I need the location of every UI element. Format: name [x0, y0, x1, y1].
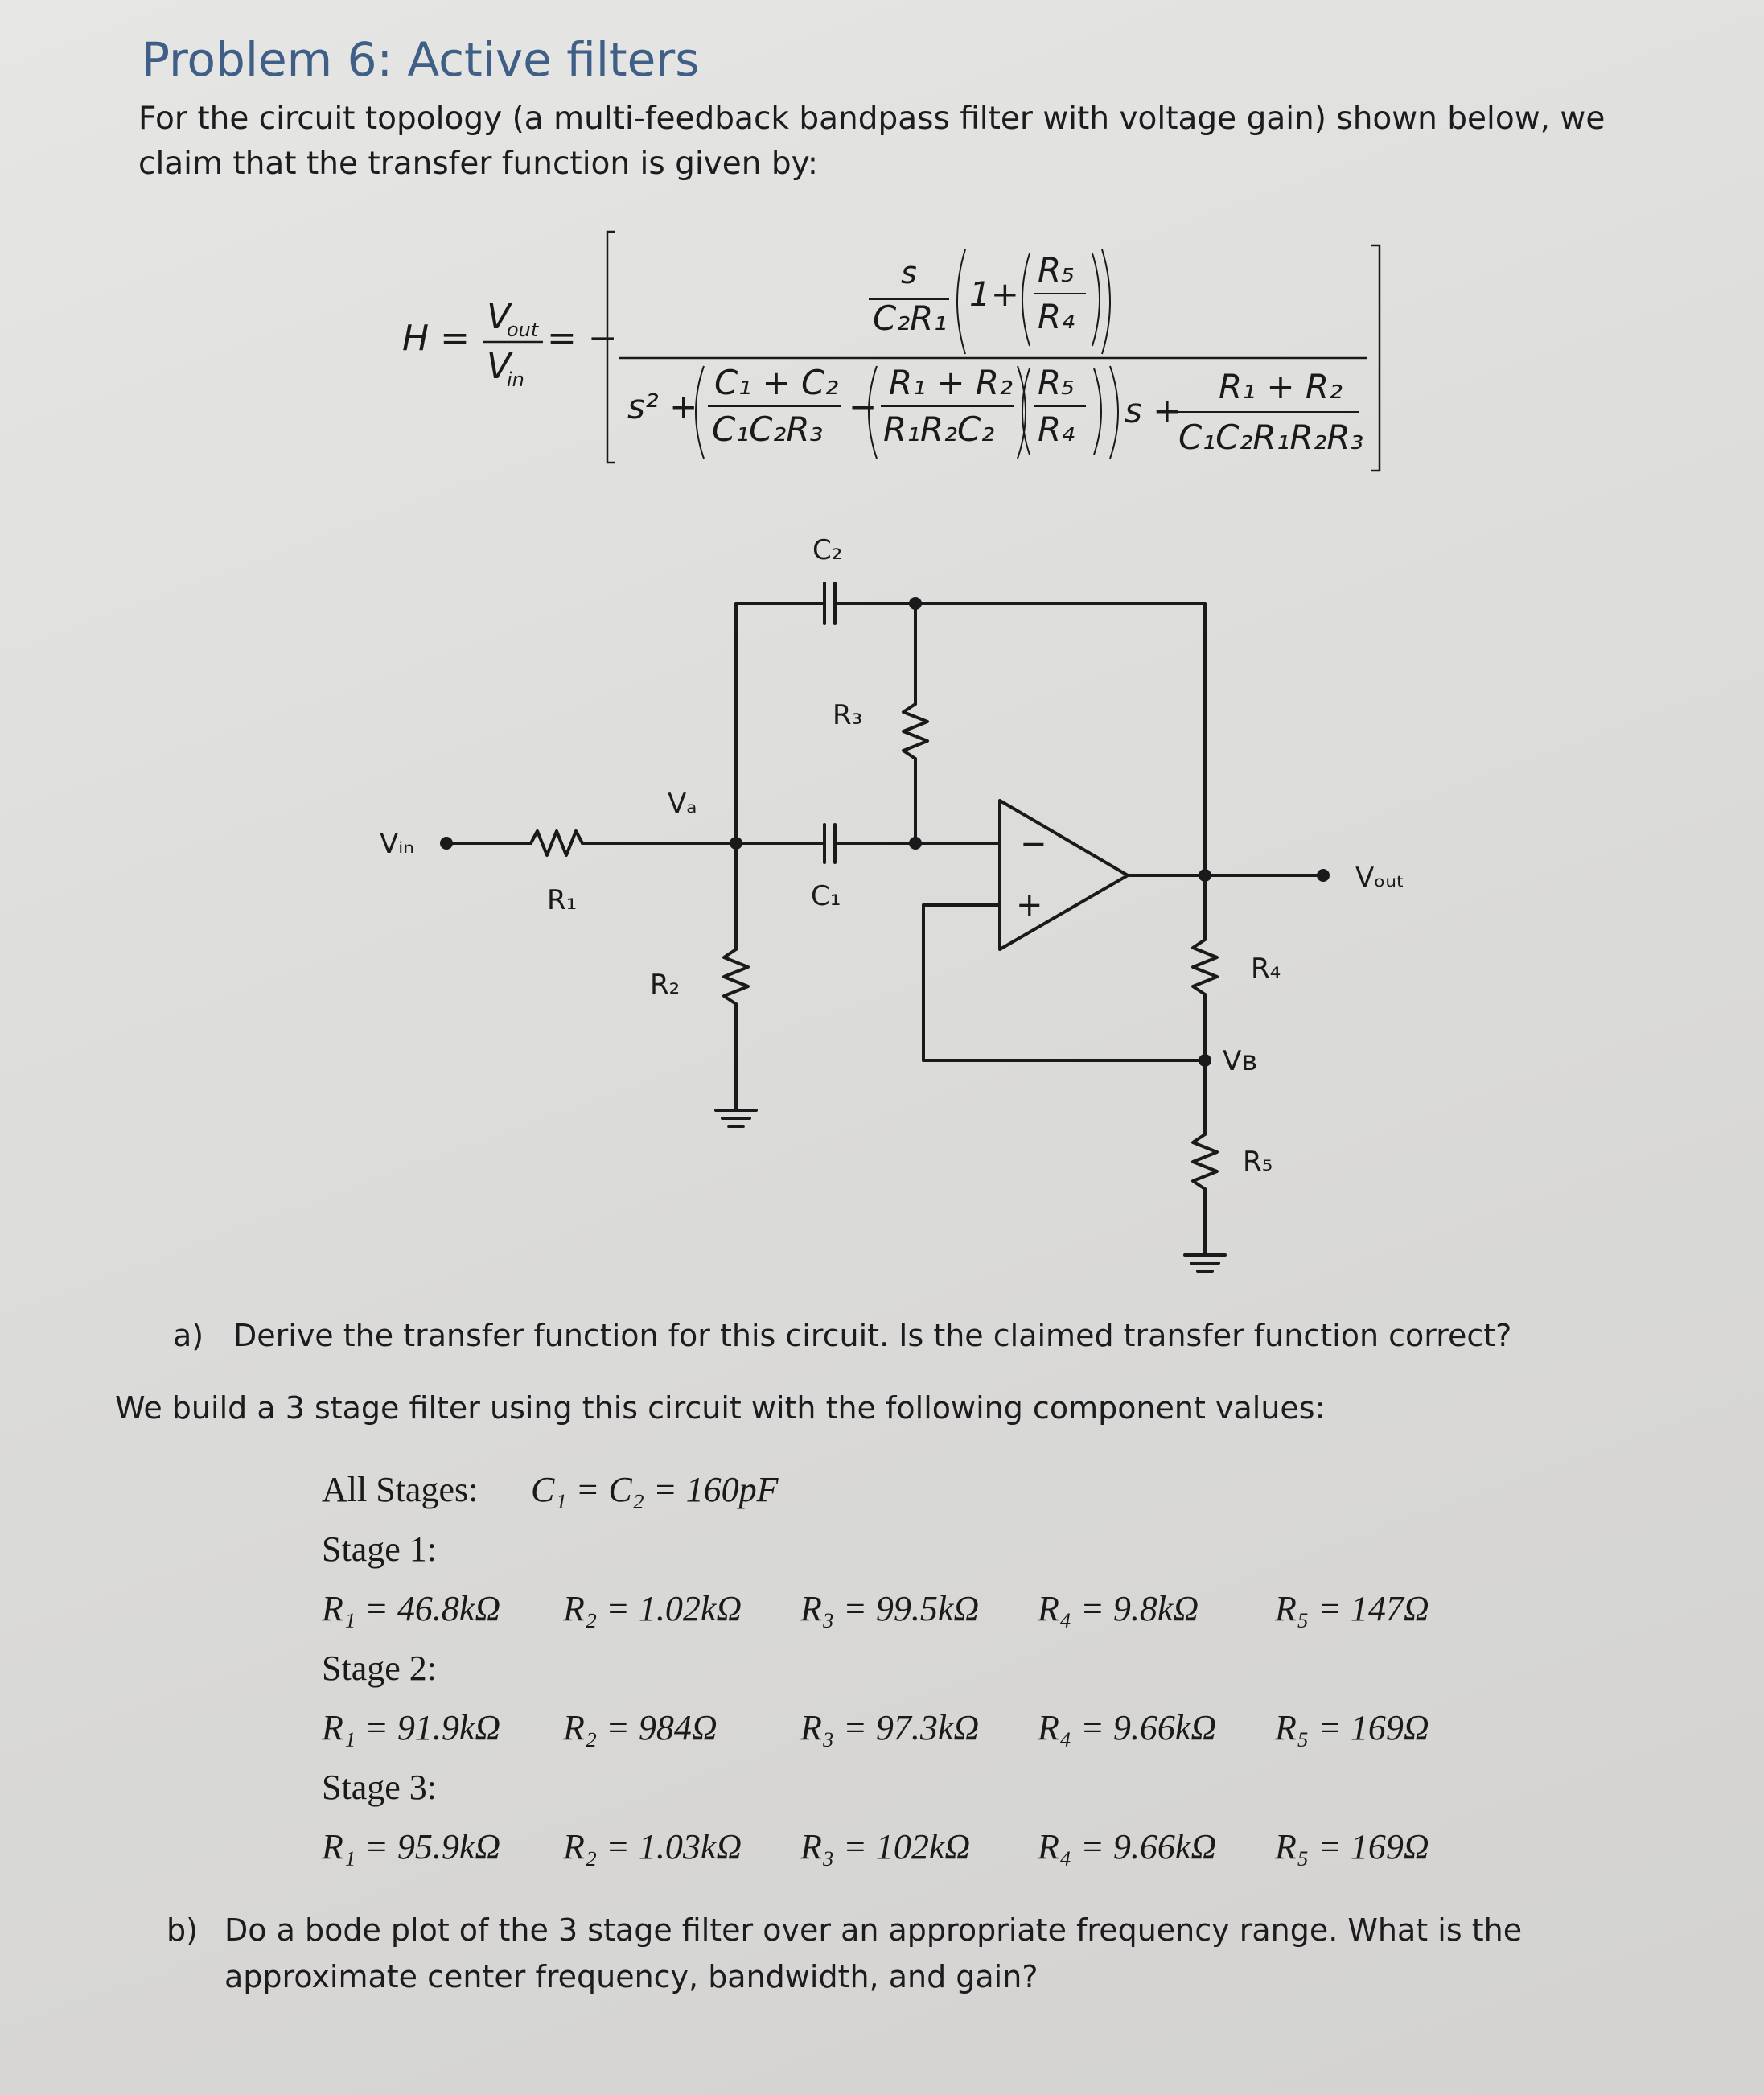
label-minus: −	[1020, 825, 1047, 862]
r4-resistor	[1193, 940, 1217, 994]
den-paren-r-r	[1094, 368, 1101, 455]
den-r5: R₅	[1038, 363, 1075, 402]
top-node	[909, 597, 922, 610]
stage-2-r4: R₄ = 9.66kΩ	[1038, 1708, 1217, 1747]
den-c-den: C₁C₂R₁R₂R₃	[1178, 418, 1364, 457]
right-bracket	[1371, 245, 1380, 471]
r2-resistor	[724, 949, 748, 1004]
label-r2: R₂	[650, 969, 681, 1001]
question-b-label: b)	[167, 1912, 198, 1948]
label-c1: C₁	[811, 880, 841, 912]
stage-3-r5: R₅ = 169Ω	[1275, 1827, 1429, 1867]
label-vb: Vʙ	[1223, 1045, 1257, 1077]
stage-3-r1: R₁ = 95.9kΩ	[322, 1827, 501, 1867]
den-r4: R₄	[1038, 410, 1075, 449]
num-one-plus: 1+	[969, 274, 1019, 314]
stage-1-r5: R₅ = 147Ω	[1275, 1589, 1429, 1628]
den-minus: −	[849, 387, 878, 426]
stage-label: Stage 1:	[322, 1529, 437, 1569]
stage-label: Stage 2:	[322, 1648, 437, 1688]
stage-label: Stage 3:	[322, 1768, 437, 1807]
den-s2: s² +	[627, 387, 698, 426]
den-paren-a-r	[1110, 366, 1118, 459]
stage-1-r4: R₄ = 9.8kΩ	[1038, 1589, 1199, 1628]
formula-lhs: H =	[402, 318, 470, 359]
question-a-text: Derive the transfer function for this circuit. Is the claimed transfer function correct?	[233, 1318, 1512, 1353]
formula-vin-sub: in	[507, 368, 524, 391]
num-paren-outer-r	[1102, 249, 1110, 354]
build-text: We build a 3 stage filter using this circuit with the following component values:	[115, 1390, 1326, 1426]
den-c-num: R₁ + R₂	[1219, 367, 1343, 406]
stage-3-r4: R₄ = 9.66kΩ	[1038, 1827, 1217, 1867]
r5-resistor	[1193, 1134, 1217, 1189]
problem-title: Problem 6: Active filters	[142, 32, 700, 87]
transfer-function-formula	[386, 225, 1408, 491]
label-vin: Vᵢₙ	[380, 828, 414, 860]
stage-2-r3: R₃ = 97.3kΩ	[800, 1708, 980, 1747]
stage-1-r3: R₃ = 99.5kΩ	[800, 1589, 980, 1628]
vin-terminal	[440, 837, 453, 850]
vb-node	[1199, 1054, 1211, 1067]
den-paren-b-r	[1018, 366, 1026, 459]
stage-2-r1: R₁ = 91.9kΩ	[322, 1708, 501, 1747]
va-node	[730, 837, 742, 850]
inverting-node	[909, 837, 922, 850]
num-paren-inner-l	[1022, 253, 1030, 346]
formula-vin: V	[487, 346, 512, 387]
den-s-plus: s +	[1125, 391, 1182, 430]
question-a	[173, 1313, 1701, 1358]
num-r4: R₄	[1038, 297, 1075, 336]
r1-resistor	[531, 831, 582, 855]
num-s: s	[901, 255, 917, 290]
num-paren-inner-r	[1092, 253, 1100, 346]
label-r3: R₃	[833, 699, 863, 731]
num-paren-outer-l	[957, 249, 965, 354]
num-r5: R₅	[1038, 250, 1075, 290]
stage-2-r5: R₅ = 169Ω	[1275, 1708, 1429, 1747]
den-a-num: C₁ + C₂	[714, 363, 839, 402]
label-r4: R₄	[1251, 953, 1281, 985]
label-r1: R₁	[547, 884, 578, 916]
opamp-triangle	[1000, 801, 1128, 949]
circuit-schematic	[370, 515, 1440, 1303]
label-c2: C₂	[812, 534, 843, 566]
den-a-den: C₁C₂R₃	[712, 410, 824, 449]
stage-2-r2: R₂ = 984Ω	[563, 1708, 718, 1747]
den-b-den: R₁R₂C₂	[883, 410, 995, 449]
stage-1-r1: R₁ = 46.8kΩ	[322, 1589, 501, 1628]
formula-vout-sub: out	[507, 319, 539, 341]
vout-terminal	[1317, 869, 1330, 882]
formula-equals-minus: = −	[547, 318, 618, 359]
label-r5: R₅	[1243, 1146, 1273, 1178]
label-plus: +	[1016, 887, 1043, 924]
all-stages-label: All Stages:	[322, 1470, 479, 1509]
label-vout: Vₒᵤₜ	[1355, 862, 1405, 894]
stage-3-r3: R₃ = 102kΩ	[800, 1827, 971, 1867]
output-node	[1199, 869, 1211, 882]
r3-resistor	[903, 704, 927, 759]
all-stages-value: C₁ = C₂ = 160pF	[531, 1470, 779, 1509]
question-b	[167, 1907, 1695, 2000]
label-va: Vₐ	[668, 788, 697, 820]
formula-vout: V	[487, 296, 512, 337]
intro-text: For the circuit topology (a multi-feedback bandpass filter with voltage gain) shown below, we claim that the transfer function is given by:	[138, 101, 1606, 182]
den-b-num: R₁ + R₂	[889, 363, 1013, 402]
stage-3-r2: R₂ = 1.03kΩ	[563, 1827, 742, 1867]
question-a-label: a)	[173, 1318, 204, 1353]
num-c2r1: C₂R₁	[873, 298, 948, 338]
question-b-text: Do a bode plot of the 3 stage filter over an appropriate frequency range. What is the approximate center frequency, bandwidth, and gain?	[224, 1912, 1523, 1994]
stage-1-r2: R₂ = 1.02kΩ	[563, 1589, 742, 1628]
